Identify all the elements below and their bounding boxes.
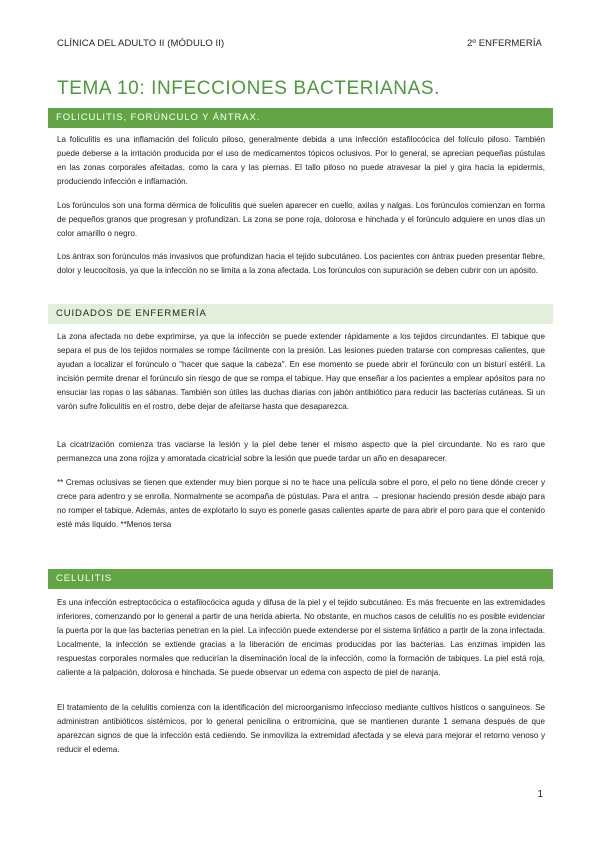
paragraph: Es una infección estreptocócica o estafilocócica aguda y difusa de la piel y el tejido subcutáneo. Es más frecuente en las extremidades inferiores, comenzando por lo general a partir de una herida abierta. No obstante, en muchos casos de celulitis no es posible evidenciar la puerta por la que las bacterias penetran en la piel. La infección puede extenderse por el sistema linfático a partir de la zona infectada. Localmente, la infección se extiende gracias a la liberación de encimas producidas por las bacterias. Las enzimas impiden las respuestas corporales normales que reducirían la diseminación local de la infección, como la formación de tabiques. La piel está roja, caliente a la palpación, dolorosa e hinchada. Se puede observar un edema con aspecto de piel de naranja. bbox=[57, 598, 545, 677]
paragraph: La cicatrización comienza tras vaciarse la lesión y la piel debe tener el mismo aspecto que la piel circundante. No es raro que permanezca una zona rojiza y amoratada cicatricial sobre la lesión que puede tardar un año en desaparecer. bbox=[57, 440, 545, 463]
paragraph: El tratamiento de la celulitis comienza con la identificación del microorganismo infeccioso mediante cultivos hísticos o sanguíneos. Se administran antibióticos sistémicos, por lo general penicilina o eritromicina, que se mantienen durante 1 semana después de que aparezcan signos de que la infección está cediendo. Se inmoviliza la extremidad afectada y se eleva para mejorar el retorno venoso y reducir el edema. bbox=[57, 703, 545, 754]
paragraph: Los forúnculos son una forma dérmica de foliculitis que suelen aparecer en cuello, axilas y nalgas. Los forúnculos comienzan en forma de pequeños granos que progresan y profundizan. La zona se pone roja, dolorosa e hinchada y el forúnculo adquiere en unos días un color amarillo o negro. bbox=[57, 201, 545, 238]
paragraph: ** Cremas oclusivas se tienen que extender muy bien porque si no te hace una película sobre el poro, el pelo no tiene dónde crecer y crece para adentro y se enrolla. Normalmente se acompaña de pústulas. Para el antra → presionar haciendo presión desde abajo para no romper el tabique. Además, antes de explotarlo lo suyo es ponerle gasas calientes aparte de para abrir el poro para que el contenido esté más líquido. **Menos tersa bbox=[57, 478, 545, 529]
section-heading-foliculitis: FOLICULITIS, FORÚNCULO Y ÁNTRAX. bbox=[48, 108, 553, 128]
paragraph: La zona afectada no debe exprimirse, ya que la infección se puede extender rápidamente a los tejidos circundantes. El tabique que separa el pus de los tejidos normales se rompe fácilmente con la presión. Las lesiones pueden tratarse con compresas calientes, que ayudan a localizar el forúnculo o “hacer que saque la cabeza”. En ese momento se puede abrir el forúnculo con un bisturí estéril. La incisión permite drenar el forúnculo sin riesgo de que se rompa el tabique. Hay que enseñar a los pacientes a emplear apósitos para no ensuciar las ropas o las sábanas. También son útiles las duchas diarias con jabón antibiótico para reducir las bacterias cutáneas. Si un varón sufre foliculitis en el rostro, debe dejar de afeitarse hasta que desaparezca. bbox=[57, 332, 545, 411]
header-year: 2º ENFERMERÍA bbox=[467, 38, 542, 49]
document-title: TEMA 10: INFECCIONES BACTERIANAS. bbox=[57, 78, 440, 99]
paragraph: La foliculitis es una inflamación del folículo piloso, generalmente debida a una infección estafilocócica del folículo piloso. También puede deberse a la irritación producida por el uso de medicamentos tópicos oclusivos. Por lo general, se aprecian pequeñas pústulas en las zonas corporales afeitadas, como la cara y las piernas. El tallo piloso no puede atravesar la piel y gira hacia la epidermis, produciendo infección e inflamación. bbox=[57, 135, 545, 186]
section-heading-cuidados: CUIDADOS DE ENFERMERÍA bbox=[48, 304, 553, 324]
section-heading-celulitis: CELULITIS bbox=[48, 569, 553, 589]
page-number: 1 bbox=[537, 789, 543, 800]
header-course: CLÍNICA DEL ADULTO II (MÓDULO II) bbox=[57, 38, 225, 49]
page-header bbox=[57, 38, 542, 49]
paragraph: Los ántrax son forúnculos más invasivos que profundizan hacia el tejido subcutáneo. Los pacientes con ántrax pueden presentar fiebre, dolor y leucocitosis, ya que la infección no se limita a la zona afectada. Los forúnculos con supuración se deben cubrir con un apósito. bbox=[57, 252, 545, 275]
